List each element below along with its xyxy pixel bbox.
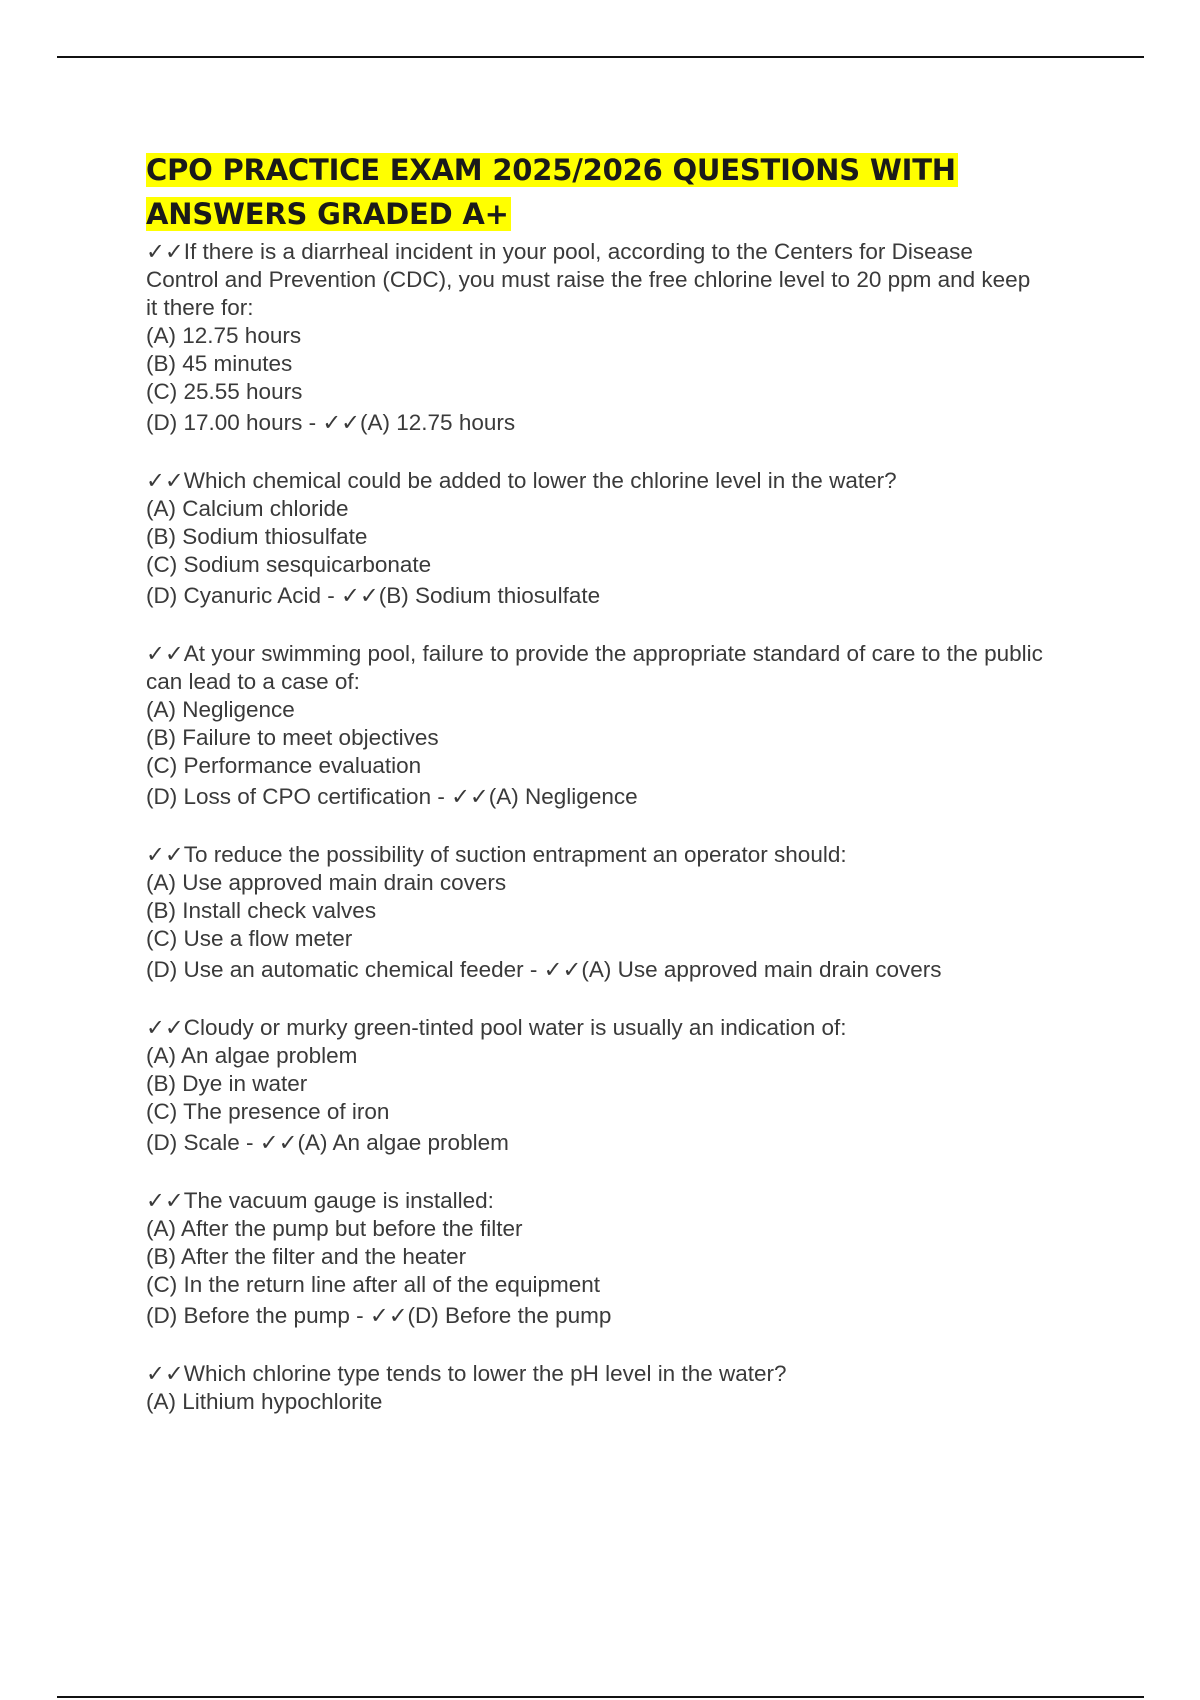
question-text: ✓✓To reduce the possibility of suction entrapment an operator should: [146, 842, 847, 867]
option-d-with-answer: (D) Before the pump - ✓✓(D) Before the pump [146, 1303, 612, 1328]
option-b: (B) 45 minutes [146, 351, 293, 376]
question-3 [146, 640, 1046, 811]
option-a: (A) After the pump but before the filter [146, 1216, 523, 1241]
option-d-with-answer: (D) Scale - ✓✓(A) An algae problem [146, 1130, 509, 1155]
bottom-rule [57, 1696, 1144, 1698]
question-text: ✓✓Which chlorine type tends to lower the pH level in the water? [146, 1361, 787, 1386]
option-a: (A) Negligence [146, 697, 295, 722]
question-2 [146, 467, 1046, 610]
option-d-with-answer: (D) 17.00 hours - ✓✓(A) 12.75 hours [146, 410, 516, 435]
question-text: ✓✓The vacuum gauge is installed: [146, 1188, 494, 1213]
question-4 [146, 841, 1046, 984]
question-text: ✓✓If there is a diarrheal incident in your pool, according to the Centers for Disease Control and Prevention (CDC), you must raise the free chlorine level to 20 ppm and keep it there for: [146, 239, 1031, 320]
option-d-with-answer: (D) Loss of CPO certification - ✓✓(A) Negligence [146, 784, 638, 809]
question-text: ✓✓Cloudy or murky green-tinted pool water is usually an indication of: [146, 1015, 847, 1040]
document-body [146, 148, 1046, 1446]
option-a: (A) Use approved main drain covers [146, 870, 507, 895]
question-text: ✓✓At your swimming pool, failure to provide the appropriate standard of care to the public can lead to a case of: [146, 641, 1043, 694]
option-b: (B) Dye in water [146, 1071, 308, 1096]
option-a: (A) Lithium hypochlorite [146, 1389, 383, 1414]
option-d-with-answer: (D) Use an automatic chemical feeder - ✓✓(A) Use approved main drain covers [146, 957, 942, 982]
question-7 [146, 1360, 1046, 1416]
question-5 [146, 1014, 1046, 1157]
option-a: (A) An algae problem [146, 1043, 358, 1068]
option-c: (C) The presence of iron [146, 1099, 390, 1124]
option-d-with-answer: (D) Cyanuric Acid - ✓✓(B) Sodium thiosulfate [146, 583, 601, 608]
option-c: (C) Performance evaluation [146, 753, 422, 778]
option-b: (B) Sodium thiosulfate [146, 524, 368, 549]
option-c: (C) Sodium sesquicarbonate [146, 552, 432, 577]
question-1 [146, 238, 1046, 437]
option-a: (A) Calcium chloride [146, 496, 349, 521]
question-6 [146, 1187, 1046, 1330]
option-c: (C) 25.55 hours [146, 379, 303, 404]
option-a: (A) 12.75 hours [146, 323, 302, 348]
option-b: (B) After the filter and the heater [146, 1244, 467, 1269]
top-rule [57, 56, 1144, 58]
question-text: ✓✓Which chemical could be added to lower the chlorine level in the water? [146, 468, 897, 493]
option-b: (B) Install check valves [146, 898, 377, 923]
document-title: CPO PRACTICE EXAM 2025/2026 QUESTIONS WITH ANSWERS GRADED A+ [146, 153, 956, 231]
option-b: (B) Failure to meet objectives [146, 725, 439, 750]
option-c: (C) In the return line after all of the equipment [146, 1272, 600, 1297]
option-c: (C) Use a flow meter [146, 926, 353, 951]
